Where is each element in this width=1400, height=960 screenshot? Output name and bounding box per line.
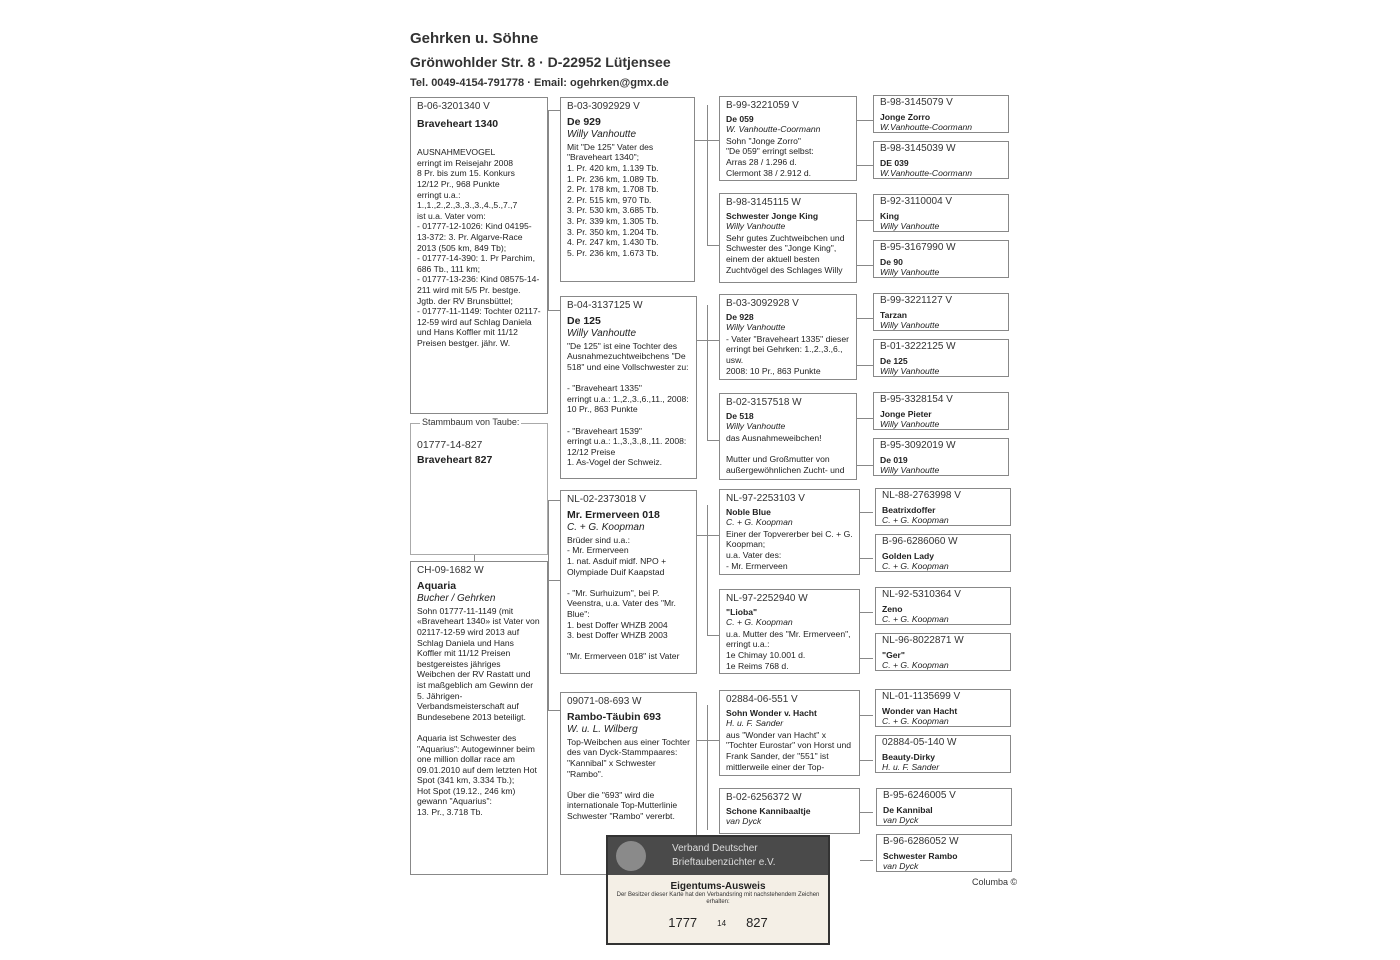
grandparent-ring: NL-02-2373018 V xyxy=(567,494,646,505)
ancestor-ring: NL-96-8022871 W xyxy=(882,635,964,646)
great-grandparent-name: De 928 xyxy=(726,311,754,322)
ancestor-card xyxy=(876,834,1012,872)
ancestor-name: De 019 xyxy=(880,454,908,465)
ancestor-breeder: Willy Vanhoutte xyxy=(880,320,940,331)
ancestor-ring: B-99-3221127 V xyxy=(880,295,953,306)
grandparent-description: "De 125" ist eine Tochter des Ausnahmezuchtweibchens "De 518" und eine Vollschwester zu: - "Braveheart 1335" erringt u.a.: 1.,2.,3.,6.,11., 2008: 10 Pr., 863 Punkte - "Braveheart 1539" erringt u.a.: 1.,3.,3.,8.,11. 2008: 12/12 Preise 1. As-Vogel der Schweiz. xyxy=(567,340,689,468)
mother-name: Aquaria xyxy=(417,579,457,592)
ancestor-ring: NL-92-5310364 V xyxy=(882,589,961,600)
card-number: 827 xyxy=(746,915,768,930)
ancestor-breeder: C. + G. Koopman xyxy=(882,614,949,625)
great-grandparent-description: Sehr gutes Zuchtweibchen und Schwester des "Jonge King", einem der aktuell besten Zuchtvögel des Schlages Willy xyxy=(726,232,845,275)
great-grandparent-card xyxy=(719,690,860,776)
great-grandparent-breeder: C. + G. Koopman xyxy=(726,517,793,528)
ancestor-card xyxy=(875,534,1011,572)
ancestor-ring: B-95-6246005 V xyxy=(883,790,956,801)
ancestor-ring: B-98-3145039 W xyxy=(880,143,956,154)
ancestor-name: DE 039 xyxy=(880,157,909,168)
ancestor-card xyxy=(875,587,1011,625)
great-grandparent-card xyxy=(719,294,857,380)
pedigree-label: Stammbaum von Taube: xyxy=(422,417,520,427)
great-grandparent-name: Noble Blue xyxy=(726,506,771,517)
mother-description: Sohn 01777-11-1149 (mit «Braveheart 1340» ist Vater von 02117-12-59 wird 2013 auf Schlag Daniela und Hans Koffler mit 11/12 Preisen bestgereistes jähriges Weibchen der RV Rastatt und ist maßgeblich am Gewinn der 5. Jährigen-Verbandsmeisterschaft auf Bundesebene 2013 beteiligt. Aquaria ist Schwester des "Aquarius": Autogewinner beim one million dollar race am 09.01.2010 auf dem letzten Hot Spot (341 km, 3.334 Tb.); Hot Spot (19.12., 246 km) gewann "Aquarius": 13. Pr., 3.718 Tb. xyxy=(417,605,540,818)
card-title: Eigentums-Ausweis xyxy=(670,881,766,892)
father-description: AUSNAHMEVOGEL erringt im Reisejahr 2008 8 Pr. bis zum 15. Konkurs 12/12 Pr., 968 Punkte erringt u.a.: 1.,1.,2.,2.,3.,3.,3.,4.,5.,7.,7 ist u.a. Vater vom: - 01777-12-1026: Kind 04195-13-372: 3. Pr. Algarve-Race 2013 (505 km, 849 Tb); - 01777-14-390: 1. Pr Parchim, 686 Tb., 111 km; - 01777-13-236: Kind 08575-14-211 wird mit 5/5 Pr. bestge. Jgtb. der RV Brunsbüttel; - 01777-11-1149: Tochter 02117-12-59 wird auf Schlag Daniela und Hans Koffler mit 11/12 Preisen bestger. jähr. W. xyxy=(417,147,541,348)
great-grandparent-ring: NL-97-2252940 W xyxy=(726,593,808,604)
card-ring-number xyxy=(608,915,828,930)
great-grandparent-name: De 518 xyxy=(726,410,754,421)
ancestor-ring: NL-88-2763998 V xyxy=(882,490,961,501)
ancestor-name: Beatrixdoffer xyxy=(882,504,936,515)
great-grandparent-description: aus "Wonder van Hacht" x "Tochter Eurostar" von Horst und Frank Sander, der "551" ist mittlerweile einer der Top- xyxy=(726,729,852,772)
grandparent-name: Rambo-Täubin 693 xyxy=(567,710,661,723)
ancestor-ring: B-01-3222125 W xyxy=(880,341,956,352)
great-grandparent-description: - Vater "Braveheart 1335" dieser erringt bei Gehrken: 1.,2.,3.,6., usw. 2008: 10 Pr., 863 Punkte xyxy=(726,333,849,376)
mother-breeder: Bucher / Gehrken xyxy=(417,593,496,605)
grandparent-description: Mit "De 125" Vater des "Braveheart 1340"; 1. Pr. 420 km, 1.139 Tb. 1. Pr. 236 km, 1.089 Tb. 2. Pr. 178 km, 1.708 Tb. 2. Pr. 515 km, 970 Tb. 3. Pr. 530 km, 3.685 Tb. 3. Pr. 339 km, 1.305 Tb. 3. Pr. 350 km, 1.204 Tb. 4. Pr. 247 km, 1.430 Tb. 5. Pr. 236 km, 1.673 Tb. xyxy=(567,141,659,258)
ancestor-breeder: van Dyck xyxy=(883,815,919,826)
card-year: 14 xyxy=(717,919,727,929)
great-grandparent-name: Schone Kannibaaltje xyxy=(726,805,811,816)
great-grandparent-description: das Ausnahmeweibchen! Mutter und Großmutter von außergewöhnlichen Zucht- und xyxy=(726,432,845,475)
ancestor-name: Jonge Zorro xyxy=(880,111,931,122)
card-subtitle: Der Besitzer dieser Karte hat den Verbandsring mit nachstehendem Zeichen erhalten: xyxy=(616,892,820,905)
grandparent-ring: B-03-3092929 V xyxy=(567,101,640,112)
ancestor-card xyxy=(875,735,1011,773)
breeder-contact: Tel. 0049-4154-791778 · Email: ogehrken@gmx.de xyxy=(410,77,669,89)
great-grandparent-ring: 02884-06-551 V xyxy=(726,694,798,705)
copyright: Columba © xyxy=(972,877,1018,887)
ancestor-ring: B-96-6286060 W xyxy=(882,536,958,547)
subject-name: Braveheart 827 xyxy=(417,453,493,466)
ancestor-card xyxy=(875,633,1011,671)
great-grandparent-breeder: H. u. F. Sander xyxy=(726,718,784,729)
ancestor-card xyxy=(873,240,1009,278)
ancestor-name: Jonge Pieter xyxy=(880,408,932,419)
grandparent-description: Top-Weibchen aus einer Tochter des van Dyck-Stammpaares: "Kannibal" x Schwester "Rambo". Über die "693" wird die internationale Top-Mutterlinie Schwester "Rambo" vererbt. xyxy=(567,736,690,821)
great-grandparent-breeder: Willy Vanhoutte xyxy=(726,221,786,232)
ancestor-name: De 90 xyxy=(880,256,903,267)
father-name: Braveheart 1340 xyxy=(417,117,499,130)
ancestor-card xyxy=(875,689,1011,727)
great-grandparent-description: Sohn "Jonge Zorro" "De 059" erringt selbst: Arras 28 / 1.296 d. Clermont 38 / 2.912 d. xyxy=(726,135,814,178)
ancestor-ring: B-95-3328154 V xyxy=(880,394,953,405)
grandparent-card xyxy=(560,490,697,674)
grandparent-card xyxy=(560,97,695,282)
father-ring: B-06-3201340 V xyxy=(417,101,490,112)
grandparent-card xyxy=(560,296,697,479)
great-grandparent-breeder: Willy Vanhoutte xyxy=(726,322,786,333)
ancestor-name: Golden Lady xyxy=(882,550,935,561)
ancestor-card xyxy=(876,788,1012,826)
grandparent-breeder: Willy Vanhoutte xyxy=(567,129,637,141)
ancestor-card xyxy=(873,141,1009,179)
ancestor-ring: B-98-3145079 V xyxy=(880,97,953,108)
grandparent-breeder: W. u. L. Wilberg xyxy=(567,724,638,736)
ancestor-name: Zeno xyxy=(882,603,903,614)
breeder-address: Grönwohlder Str. 8 · D-22952 Lütjensee xyxy=(410,54,671,70)
great-grandparent-name: Schwester Jonge King xyxy=(726,210,819,221)
grandparent-breeder: C. + G. Koopman xyxy=(567,522,645,534)
ancestor-name: De Kannibal xyxy=(883,804,933,815)
ancestor-name: King xyxy=(880,210,900,221)
great-grandparent-ring: B-02-3157518 W xyxy=(726,397,802,408)
ancestor-breeder: W.Vanhoutte-Coormann xyxy=(880,168,973,179)
ancestor-ring: NL-01-1135699 V xyxy=(882,691,961,702)
bird-logo-icon xyxy=(616,841,646,871)
father-card xyxy=(410,97,548,414)
grandparent-ring: 09071-08-693 W xyxy=(567,696,642,707)
ancestor-name: De 125 xyxy=(880,355,908,366)
great-grandparent-card xyxy=(719,788,860,834)
ancestor-card xyxy=(873,339,1009,377)
ancestor-name: "Ger" xyxy=(882,649,905,660)
ancestor-card xyxy=(873,293,1009,331)
great-grandparent-card xyxy=(719,489,860,575)
ancestor-breeder: van Dyck xyxy=(883,861,919,872)
great-grandparent-card xyxy=(719,393,857,480)
ancestor-card xyxy=(875,488,1011,526)
great-grandparent-name: "Lioba" xyxy=(726,606,758,617)
ancestor-breeder: W.Vanhoutte-Coormann xyxy=(880,122,973,133)
ancestor-ring: B-95-3092019 W xyxy=(880,440,956,451)
ancestor-name: Beauty-Dirky xyxy=(882,751,936,762)
mother-card xyxy=(410,561,548,875)
grandparent-ring: B-04-3137125 W xyxy=(567,300,643,311)
great-grandparent-ring: B-03-3092928 V xyxy=(726,298,799,309)
ancestor-card xyxy=(873,392,1009,430)
grandparent-breeder: Willy Vanhoutte xyxy=(567,328,637,340)
great-grandparent-breeder: Willy Vanhoutte xyxy=(726,421,786,432)
grandparent-description: Brüder sind u.a.: - Mr. Ermerveen 1. nat. Asduif midf. NPO + Olympiade Duif Kaapstad - "Mr. Surhuizum", bei P. Veenstra, u.a. Vater des "Mr. Blue": 1. best Doffer WHZB 2004 3. best Doffer WHZB 2003 "Mr. Ermerveen 018" ist Vater xyxy=(567,534,680,662)
ancestor-name: Wonder van Hacht xyxy=(882,705,958,716)
great-grandparent-ring: B-98-3145115 W xyxy=(726,197,801,208)
ancestor-name: Schwester Rambo xyxy=(883,850,958,861)
ancestor-breeder: C. + G. Koopman xyxy=(882,716,949,727)
ancestor-ring: B-92-3110004 V xyxy=(880,196,953,207)
grandparent-name: De 125 xyxy=(567,314,601,327)
ancestor-breeder: Willy Vanhoutte xyxy=(880,366,940,377)
great-grandparent-card xyxy=(719,589,860,674)
great-grandparent-description: u.a. Mutter des "Mr. Ermerveen", erringt u.a.: 1e Chimay 10.001 d. 1e Reims 768 d. xyxy=(726,628,851,671)
great-grandparent-card xyxy=(719,193,857,283)
ancestor-ring: 02884-05-140 W xyxy=(882,737,957,748)
great-grandparent-ring: B-99-3221059 V xyxy=(726,100,799,111)
great-grandparent-breeder: C. + G. Koopman xyxy=(726,617,793,628)
ancestor-breeder: C. + G. Koopman xyxy=(882,515,949,526)
ancestor-breeder: Willy Vanhoutte xyxy=(880,267,940,278)
great-grandparent-card xyxy=(719,96,857,181)
mother-ring: CH-09-1682 W xyxy=(417,565,484,576)
ancestor-card xyxy=(873,438,1009,476)
grandparent-name: De 929 xyxy=(567,115,601,128)
ancestor-card xyxy=(873,95,1009,133)
ancestor-card xyxy=(873,194,1009,232)
great-grandparent-ring: B-02-6256372 W xyxy=(726,792,802,803)
card-club: 1777 xyxy=(668,915,698,930)
ancestor-breeder: Willy Vanhoutte xyxy=(880,419,940,430)
card-organization-line2: Brieftaubenzüchter e.V. xyxy=(672,857,776,868)
ancestor-breeder: Willy Vanhoutte xyxy=(880,465,940,476)
ancestor-ring: B-96-6286052 W xyxy=(883,836,959,847)
ancestor-breeder: H. u. F. Sander xyxy=(882,762,940,773)
great-grandparent-name: Sohn Wonder v. Hacht xyxy=(726,707,817,718)
ancestor-breeder: C. + G. Koopman xyxy=(882,561,949,572)
great-grandparent-ring: NL-97-2253103 V xyxy=(726,493,805,504)
subject-ring: 01777-14-827 xyxy=(417,439,483,451)
grandparent-name: Mr. Ermerveen 018 xyxy=(567,508,660,521)
great-grandparent-breeder: van Dyck xyxy=(726,816,762,827)
great-grandparent-name: De 059 xyxy=(726,113,754,124)
breeder-name: Gehrken u. Söhne xyxy=(410,30,539,47)
ancestor-name: Tarzan xyxy=(880,309,908,320)
ancestor-breeder: C. + G. Koopman xyxy=(882,660,949,671)
great-grandparent-description: Einer der Topvererber bei C. + G. Koopman; u.a. Vater des: - Mr. Ermerveen xyxy=(726,528,853,571)
great-grandparent-breeder: W. Vanhoutte-Coormann xyxy=(726,124,821,135)
ancestor-ring: B-95-3167990 W xyxy=(880,242,956,253)
card-organization-line1: Verband Deutscher xyxy=(672,843,758,854)
ancestor-breeder: Willy Vanhoutte xyxy=(880,221,940,232)
subject-card xyxy=(410,423,548,555)
ownership-card xyxy=(606,835,830,945)
